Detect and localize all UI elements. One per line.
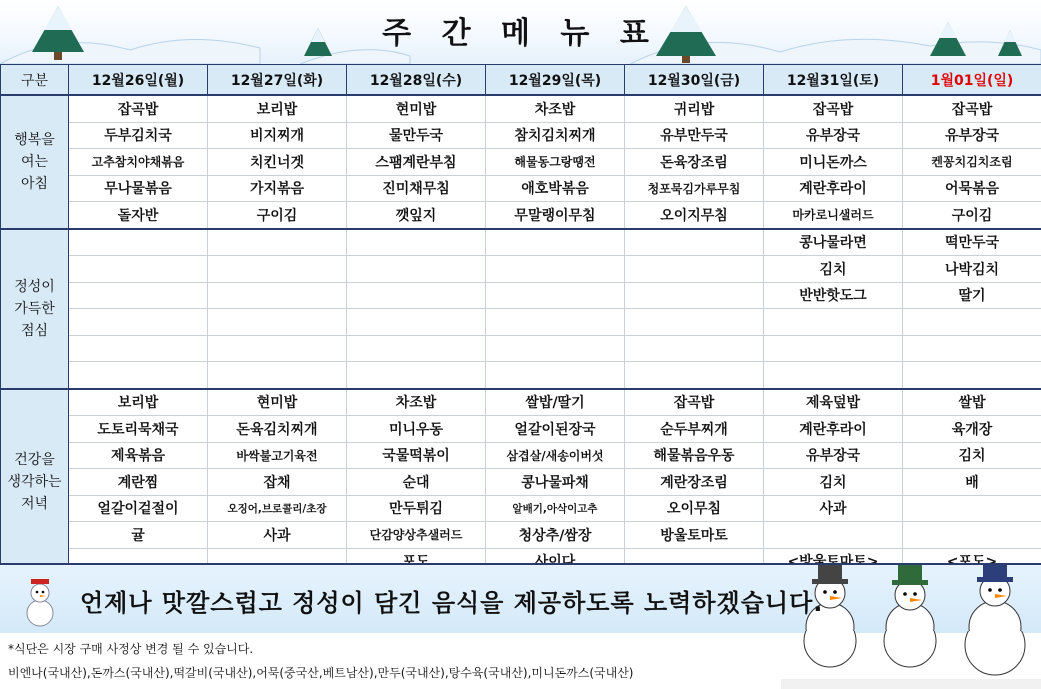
menu-cell	[347, 335, 486, 362]
menu-cell	[69, 362, 208, 389]
menu-cell	[764, 362, 903, 389]
menu-cell	[903, 362, 1041, 389]
menu-cell: 사과	[208, 522, 347, 549]
menu-cell: 잡곡밥	[903, 95, 1041, 122]
menu-cell	[208, 282, 347, 309]
menu-cell	[486, 335, 625, 362]
table-row	[1, 229, 1041, 256]
meal-label-line: 건강을	[14, 451, 55, 468]
meal-label-line: 점심	[20, 322, 49, 339]
table-row	[1, 282, 1041, 309]
menu-cell	[347, 309, 486, 336]
day-header-holiday: 1월01일(일)	[903, 65, 1041, 96]
menu-cell: 육개장	[903, 416, 1041, 443]
menu-cell: 현미밥	[208, 389, 347, 416]
day-header: 12월28일(수)	[347, 65, 486, 96]
menu-cell: 얼갈이된장국	[486, 416, 625, 443]
meal-label-line: 행복을	[14, 131, 55, 148]
menu-cell: 쌀밥/딸기	[486, 389, 625, 416]
menu-cell: 고추참치야채볶음	[69, 149, 208, 176]
menu-cell	[625, 282, 764, 309]
menu-cell: 제육덮밥	[764, 389, 903, 416]
day-header: 12월27일(화)	[208, 65, 347, 96]
menu-cell: 현미밥	[347, 95, 486, 122]
menu-cell: 잡곡밥	[764, 95, 903, 122]
menu-cell: 국물떡볶이	[347, 442, 486, 469]
menu-cell: 미니우동	[347, 416, 486, 443]
menu-table	[0, 64, 1041, 575]
menu-cell: 비지찌개	[208, 122, 347, 149]
menu-cell: 딸기	[903, 282, 1041, 309]
menu-cell: 켄꽁치김치조림	[903, 149, 1041, 176]
menu-cell	[486, 309, 625, 336]
meal-label-line: 여는	[20, 153, 49, 170]
menu-cell	[903, 335, 1041, 362]
menu-cell: 보리밥	[208, 95, 347, 122]
menu-cell	[347, 282, 486, 309]
menu-cell: 유부장국	[903, 122, 1041, 149]
menu-cell	[625, 335, 764, 362]
menu-cell	[208, 309, 347, 336]
menu-cell: 차조밥	[347, 389, 486, 416]
menu-cell: 오이무침	[625, 495, 764, 522]
meal-label-line: 저녁	[20, 495, 49, 512]
menu-cell: 계란후라이	[764, 175, 903, 202]
table-row	[1, 469, 1041, 496]
menu-cell: 방울토마토	[625, 522, 764, 549]
meal-label-line: 생각하는	[7, 473, 62, 490]
menu-cell: 귤	[69, 522, 208, 549]
menu-cell	[764, 309, 903, 336]
menu-cell: 제육볶음	[69, 442, 208, 469]
menu-cell: 귀리밥	[625, 95, 764, 122]
menu-cell: 차조밥	[486, 95, 625, 122]
menu-cell: 스팸계란부침	[347, 149, 486, 176]
meal-label-line: 정성이	[14, 278, 55, 295]
menu-cell: 반반핫도그	[764, 282, 903, 309]
menu-cell: 무나물볶음	[69, 175, 208, 202]
menu-cell: 오징어,브로콜리/초장	[208, 495, 347, 522]
menu-cell	[69, 309, 208, 336]
menu-cell: 떡만두국	[903, 229, 1041, 256]
menu-cell	[208, 362, 347, 389]
menu-cell: 얼갈이겉절이	[69, 495, 208, 522]
menu-cell: 콩나물파채	[486, 469, 625, 496]
menu-cell	[208, 256, 347, 283]
menu-cell: 구이김	[903, 202, 1041, 229]
menu-cell: 잡곡밥	[625, 389, 764, 416]
table-row	[1, 389, 1041, 416]
table-row	[1, 362, 1041, 389]
day-header: 12월30일(금)	[625, 65, 764, 96]
menu-cell: 가지볶음	[208, 175, 347, 202]
gubun-header: 구분	[1, 65, 69, 96]
menu-cell: 어묵볶음	[903, 175, 1041, 202]
menu-cell	[486, 362, 625, 389]
menu-cell	[347, 256, 486, 283]
menu-cell: 청포묵김가루무침	[625, 175, 764, 202]
menu-cell: 유부장국	[764, 122, 903, 149]
menu-cell: 단감양상추샐러드	[347, 522, 486, 549]
menu-cell: 청상추/쌈장	[486, 522, 625, 549]
table-row	[1, 495, 1041, 522]
menu-cell: 삼겹살/새송이버섯	[486, 442, 625, 469]
slogan-banner	[0, 563, 1041, 633]
menu-cell: 사과	[764, 495, 903, 522]
menu-cell: 오이지무침	[625, 202, 764, 229]
table-row	[1, 442, 1041, 469]
menu-cell: 깻잎지	[347, 202, 486, 229]
menu-cell: 진미채무침	[347, 175, 486, 202]
menu-cell	[486, 282, 625, 309]
menu-cell	[486, 229, 625, 256]
day-header: 12월29일(목)	[486, 65, 625, 96]
snowmen-with-top-hats-icon	[806, 565, 1021, 633]
menu-cell	[903, 495, 1041, 522]
menu-cell: 김치	[764, 256, 903, 283]
menu-cell	[208, 335, 347, 362]
menu-cell: 미니돈까스	[764, 149, 903, 176]
dinner-label	[1, 389, 69, 575]
menu-cell	[69, 282, 208, 309]
menu-cell	[764, 522, 903, 549]
menu-cell: 돈육장조림	[625, 149, 764, 176]
breakfast-label	[1, 95, 69, 229]
menu-cell	[69, 256, 208, 283]
menu-cell	[625, 362, 764, 389]
menu-cell	[347, 229, 486, 256]
menu-cell: 물만두국	[347, 122, 486, 149]
menu-cell: 김치	[903, 442, 1041, 469]
menu-cell: 순대	[347, 469, 486, 496]
menu-cell	[347, 362, 486, 389]
menu-cell: 바싹불고기육전	[208, 442, 347, 469]
menu-cell	[625, 309, 764, 336]
lunch-label	[1, 229, 69, 389]
menu-cell: 보리밥	[69, 389, 208, 416]
menu-cell: 무말랭이무침	[486, 202, 625, 229]
menu-cell: 알배기,아삭이고추	[486, 495, 625, 522]
menu-cell: 해물동그랑땡전	[486, 149, 625, 176]
menu-cell	[764, 335, 903, 362]
table-row	[1, 309, 1041, 336]
table-row	[1, 95, 1041, 122]
slogan-text: 언제나 맛깔스럽고 정성이 담긴 음식을 제공하도록 노력하겠습니다.	[80, 589, 824, 617]
menu-cell: 유부만두국	[625, 122, 764, 149]
menu-cell: 계란장조림	[625, 469, 764, 496]
menu-cell	[903, 309, 1041, 336]
menu-cell	[625, 229, 764, 256]
menu-cell	[625, 256, 764, 283]
menu-cell: 해물볶음우동	[625, 442, 764, 469]
day-header-row	[1, 65, 1041, 96]
note-origin: 비엔나(국내산),돈까스(국내산),떡갈비(국내산),어묵(중국산,베트남산),만두(국내산),탕수육(국내산),미니돈까스(국내산)	[8, 666, 634, 680]
menu-cell: 만두튀김	[347, 495, 486, 522]
table-row	[1, 202, 1041, 229]
meal-label-line: 아침	[20, 175, 49, 192]
menu-cell: 순두부찌개	[625, 416, 764, 443]
menu-cell	[486, 256, 625, 283]
menu-cell: 돈육김치찌개	[208, 416, 347, 443]
menu-cell	[69, 335, 208, 362]
menu-cell	[69, 229, 208, 256]
header-banner	[0, 0, 1041, 64]
table-row	[1, 522, 1041, 549]
table-row	[1, 256, 1041, 283]
meal-label-line: 가득한	[14, 300, 55, 317]
menu-cell: 잡곡밥	[69, 95, 208, 122]
menu-cell: 두부김치국	[69, 122, 208, 149]
menu-cell: 배	[903, 469, 1041, 496]
table-row	[1, 122, 1041, 149]
day-header: 12월31일(토)	[764, 65, 903, 96]
menu-cell: 쌀밥	[903, 389, 1041, 416]
snowman-icon	[27, 579, 53, 626]
menu-cell: 애호박볶음	[486, 175, 625, 202]
snowmen-with-top-hats-icon	[781, 631, 1041, 689]
table-row	[1, 175, 1041, 202]
menu-cell: 구이김	[208, 202, 347, 229]
table-row	[1, 149, 1041, 176]
table-row	[1, 335, 1041, 362]
menu-cell: 콩나물라면	[764, 229, 903, 256]
day-header: 12월26일(월)	[69, 65, 208, 96]
menu-cell	[208, 229, 347, 256]
table-row	[1, 416, 1041, 443]
menu-cell: 계란찜	[69, 469, 208, 496]
menu-cell: 마카로니샐러드	[764, 202, 903, 229]
menu-cell: 도토리묵채국	[69, 416, 208, 443]
menu-cell: 참치김치찌개	[486, 122, 625, 149]
note-menu-change: *식단은 시장 구매 사정상 변경 될 수 있습니다.	[8, 642, 254, 656]
menu-cell: 치킨너겟	[208, 149, 347, 176]
menu-cell: 김치	[764, 469, 903, 496]
menu-cell: 계란후라이	[764, 416, 903, 443]
menu-cell: 잡채	[208, 469, 347, 496]
menu-cell: 유부장국	[764, 442, 903, 469]
menu-cell: 돌자반	[69, 202, 208, 229]
menu-cell	[903, 522, 1041, 549]
page-title: 주 간 메 뉴 표	[382, 16, 659, 51]
menu-cell: 나박김치	[903, 256, 1041, 283]
